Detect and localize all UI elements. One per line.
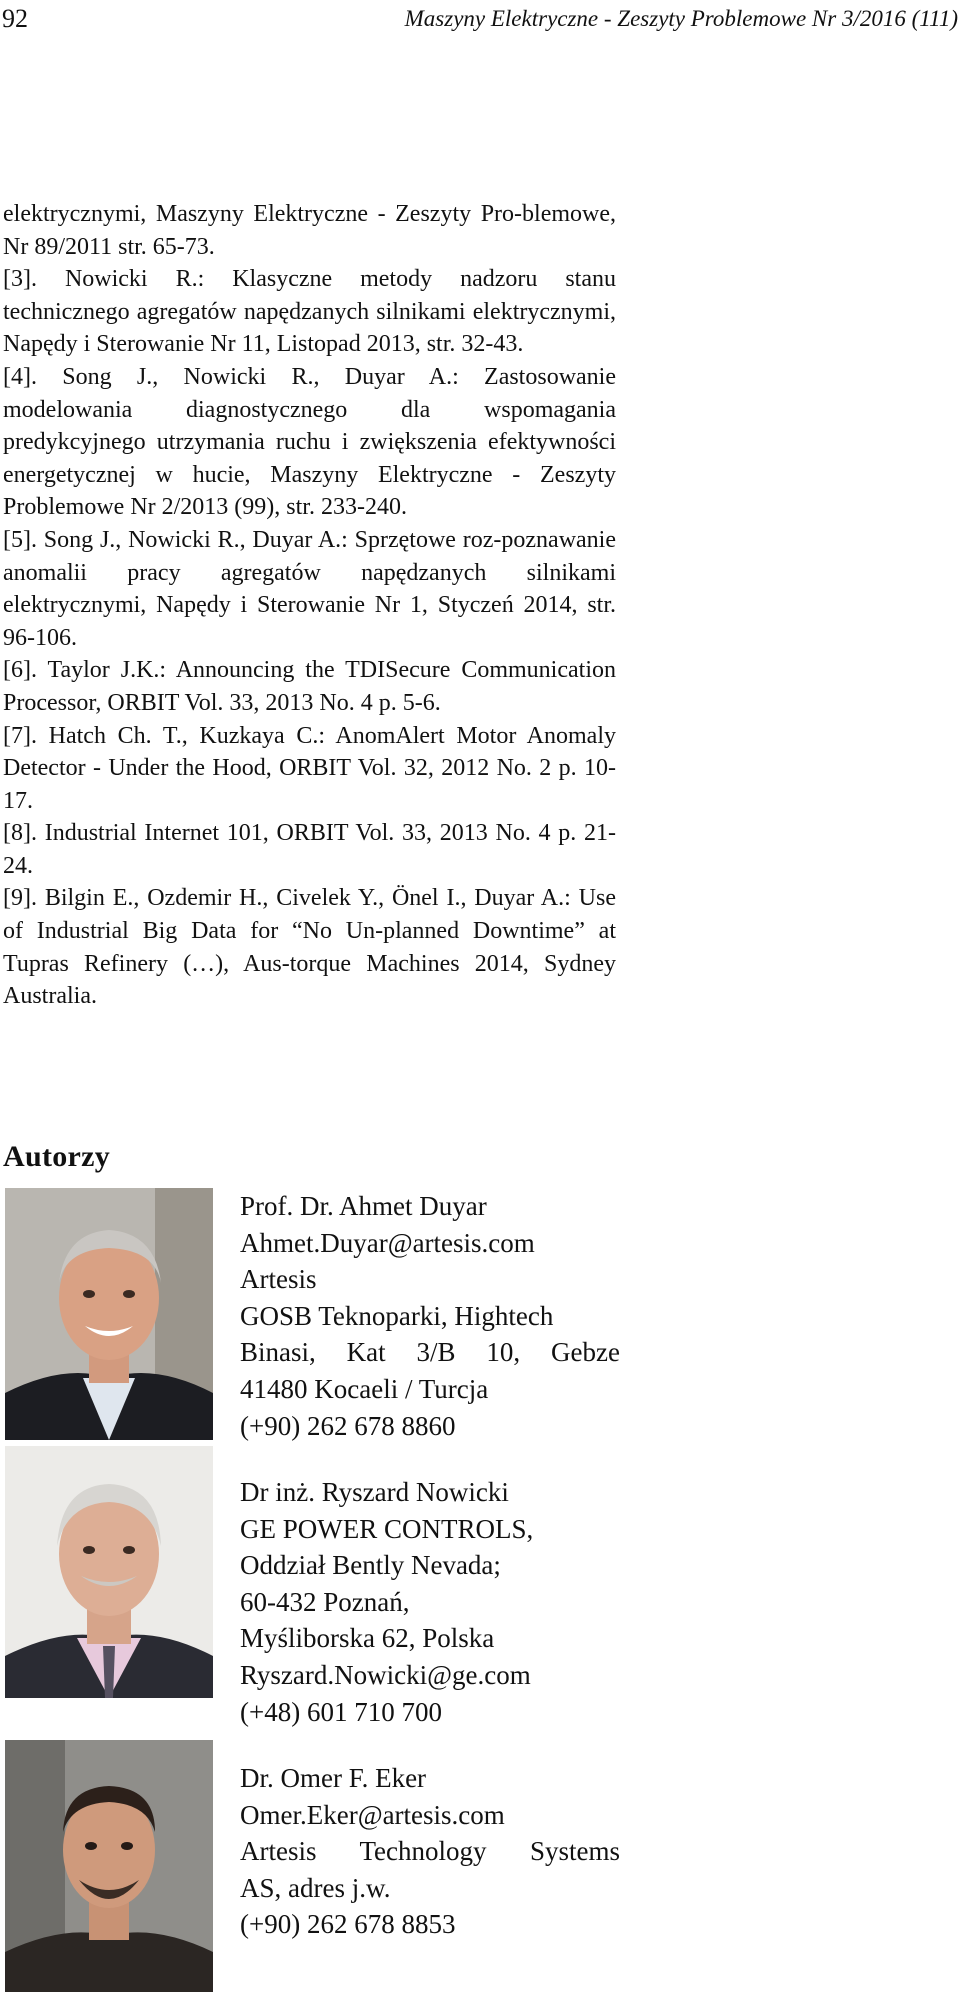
page-number: 92	[2, 4, 28, 33]
reference-item: [6]. Taylor J.K.: Announcing the TDISecure Communication Processor, ORBIT Vol. 33, 2013 No. 4 p. 5-6.	[3, 657, 616, 716]
author-name: Dr. Omer F. Eker	[240, 1763, 427, 1793]
author-address-line: GOSB Teknoparki, Hightech	[240, 1300, 554, 1331]
author-email: Omer.Eker@artesis.com	[240, 1799, 505, 1830]
author-affiliation: Artesis Technology Systems	[240, 1836, 620, 1867]
author-address-line: AS, adres j.w.	[240, 1872, 391, 1903]
author-name: Prof. Dr. Ahmet Duyar	[240, 1191, 487, 1221]
author-portrait-image	[5, 1740, 213, 1992]
author-address-line: Binasi, Kat 3/B 10, Gebze	[240, 1337, 620, 1368]
reference-item: [5]. Song J., Nowicki R., Duyar A.: Sprzętowe roz-poznawanie anomalii pracy agregatów napędzanych silnikami elektrycznymi, Napędy i Sterowanie Nr 1, Styczeń 2014, str. 96-106.	[3, 526, 616, 651]
journal-title: Maszyny Elektryczne - Zeszyty Problemowe Nr 3/2016 (111)	[404, 6, 958, 31]
reference-item: [9]. Bilgin E., Ozdemir H., Civelek Y., Önel I., Duyar A.: Use of Industrial Big Data for “No Un-planned Downtime” at Tupras Refinery (…), Aus-torque Machines 2014, Sydney Australia.	[3, 885, 616, 1010]
author-affiliation: Artesis	[240, 1264, 317, 1295]
reference-list	[3, 198, 616, 1013]
author-phone: (+90) 262 678 8853	[240, 1909, 456, 1940]
author-details	[240, 1188, 620, 1444]
author-photo	[5, 1188, 213, 1440]
author-photo	[5, 1446, 213, 1698]
authors-heading: Autorzy	[3, 1140, 111, 1173]
author-address-line: 41480 Kocaeli / Turcja	[240, 1373, 489, 1404]
author-phone: (+90) 262 678 8860	[240, 1410, 456, 1441]
author-details	[240, 1474, 620, 1730]
author-portrait-image	[5, 1188, 213, 1440]
author-affiliation: GE POWER CONTROLS,	[240, 1513, 534, 1544]
reference-item: elektrycznymi, Maszyny Elektryczne - Zeszyty Pro-blemowe, Nr 89/2011 str. 65-73.	[3, 201, 616, 260]
reference-item: [4]. Song J., Nowicki R., Duyar A.: Zastosowanie modelowania diagnostycznego dla wspomagania predykcyjnego utrzymania ruchu i zwiększenia efektywności energetycznej w hucie, Maszyny Elektryczne - Zeszyty Problemowe Nr 2/2013 (99), str. 233-240.	[3, 363, 616, 521]
author-affiliation: Oddział Bently Nevada;	[240, 1550, 501, 1581]
author-email: Ahmet.Duyar@artesis.com	[240, 1227, 535, 1258]
page-header	[0, 0, 960, 44]
author-photo	[5, 1740, 213, 1992]
author-details	[240, 1760, 620, 1943]
author-address-line: 60-432 Poznań,	[240, 1586, 410, 1617]
reference-item: [7]. Hatch Ch. T., Kuzkaya C.: AnomAlert Motor Anomaly Detector - Under the Hood, ORBIT Vol. 32, 2012 No. 2 p. 10-17.	[3, 722, 616, 814]
author-portrait-image	[5, 1446, 213, 1698]
author-phone: (+48) 601 710 700	[240, 1696, 442, 1727]
reference-item: [3]. Nowicki R.: Klasyczne metody nadzoru stanu technicznego agregatów napędzanych silnikami elektrycznymi, Napędy i Sterowanie Nr 11, Listopad 2013, str. 32-43.	[3, 266, 616, 358]
author-email: Ryszard.Nowicki@ge.com	[240, 1659, 531, 1690]
author-address-line: Myśliborska 62, Polska	[240, 1623, 495, 1654]
author-name: Dr inż. Ryszard Nowicki	[240, 1477, 509, 1507]
reference-item: [8]. Industrial Internet 101, ORBIT Vol. 33, 2013 No. 4 p. 21-24.	[3, 820, 616, 879]
